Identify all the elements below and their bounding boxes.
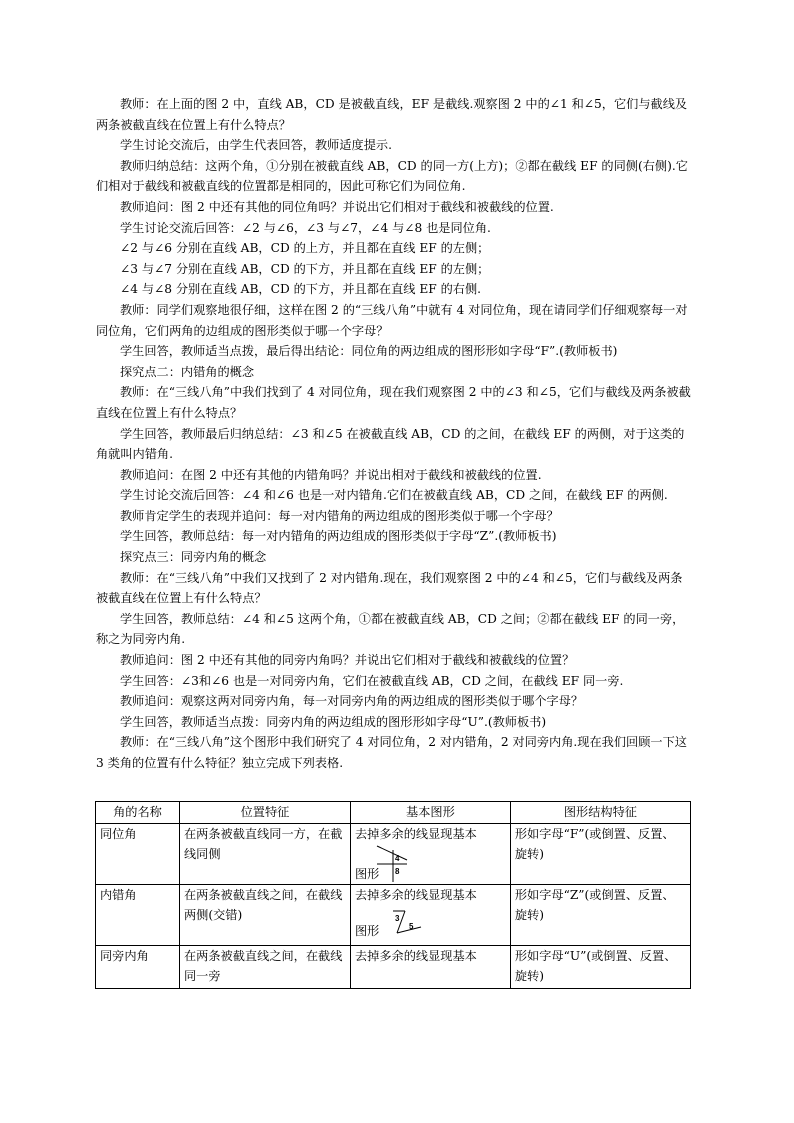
structure-cell: 形如字母“F”(或倒置、反置、旋转) — [510, 823, 690, 884]
angle-label: 4 — [394, 854, 400, 864]
structure-cell: 形如字母“Z”(或倒置、反置、旋转) — [510, 884, 690, 945]
table-header-row — [96, 802, 691, 824]
header-cell: 图形结构特征 — [510, 802, 690, 824]
paragraph: 学生回答，教师最后归纳总结：∠3 和∠5 在被截直线 AB，CD 的之间，在截线 EF 的两侧，对于这类的角就叫内错角. — [96, 426, 685, 462]
header-cell: 角的名称 — [96, 802, 180, 824]
header-cell: 位置特征 — [179, 802, 350, 824]
figure-caption: 图形 — [354, 867, 380, 882]
paragraph: 学生回答，教师适当点拨：同旁内角的两边组成的图形形如字母“U”.(教师板书) — [120, 714, 547, 729]
paragraph: ∠2 与∠6 分别在直线 AB，CD 的上方，并且都在直线 EF 的左侧； — [120, 241, 490, 256]
figure-text: 去掉多余的线显现基本 — [354, 887, 477, 902]
table-row — [96, 884, 691, 945]
paragraph: 教师归纳总结：这两个角，①分别在被截直线 AB，CD 的同一方(上方)；②都在截线 EF 的同侧(右侧).它们相对于截线和被截直线的位置都是相同的，因此可称它们为同位角. — [96, 158, 688, 194]
angle-summary-table — [95, 801, 691, 989]
position-cell: 在两条被截直线同一方，在截线同侧 — [179, 823, 350, 884]
paragraph: 学生讨论交流后回答：∠4 和∠6 也是一对内错角.它们在被截直线 AB，CD 之间，在截线 EF 的两侧. — [120, 488, 668, 503]
paragraph: 教师：同学们观察地很仔细，这样在图 2 的“三线八角”中就有 4 对同位角，现在请同学们仔细观察每一对同位角，它们两角的边组成的图形类似于哪一个字母？ — [96, 302, 688, 338]
paragraph: 教师：在“三线八角”中我们找到了 4 对同位角，现在我们观察图 2 中的∠3 和∠5，它们与截线及两条被截直线在位置上有什么特点？ — [96, 385, 691, 420]
paragraph: 学生回答，教师总结：每一对内错角的两边组成的图形类似于字母“Z”.(教师板书) — [120, 529, 557, 544]
paragraph: 教师：在“三线八角”这个图形中我们研究了 4 对同位角，2 对内错角，2 对同旁内角.现在我们回顾一下这 3 类角的位置有什么特征？独立完成下列表格. — [96, 735, 687, 770]
document-body — [96, 94, 692, 774]
figure-cell — [350, 945, 510, 988]
paragraph: 教师追问：观察这两对同旁内角，每一对同旁内角的两边组成的图形类似于哪个字母？ — [120, 694, 584, 709]
angle-name-cell: 同位角 — [96, 823, 180, 884]
position-cell: 在两条被截直线之间，在截线同一旁 — [179, 945, 350, 988]
position-cell: 在两条被截直线之间，在截线两侧(交错) — [179, 884, 350, 945]
header-cell: 基本图形 — [350, 802, 510, 824]
table-row — [96, 945, 691, 988]
angle-label: 8 — [394, 867, 400, 877]
angle-label: 5 — [408, 922, 414, 932]
paragraph: 教师追问：图 2 中还有其他的同旁内角吗？并说出它们相对于截线和被截线的位置？ — [120, 653, 575, 668]
section-heading: 探究点三：同旁内角的概念 — [120, 550, 267, 565]
paragraph: 教师：在上面的图 2 中，直线 AB，CD 是被截直线，EF 是截线.观察图 2 中的∠1 和∠5，它们与截线及两条被截直线在位置上有什么特点？ — [96, 97, 688, 132]
figure-text: 去掉多余的线显现基本 — [354, 948, 477, 963]
structure-cell: 形如字母“U”(或倒置、反置、旋转) — [510, 945, 690, 988]
paragraph: 教师：在“三线八角”中我们又找到了 2 对内错角.现在，我们观察图 2 中的∠4 和∠5，它们与截线及两条被截直线在位置上有什么特点？ — [96, 570, 683, 606]
paragraph: 教师追问：图 2 中还有其他的同位角吗？并说出它们相对于截线和被截线的位置. — [120, 199, 554, 214]
figure-text: 去掉多余的线显现基本 — [354, 826, 477, 841]
paragraph: 学生讨论交流后回答：∠2 与∠6，∠3 与∠7，∠4 与∠8 也是同位角. — [120, 220, 491, 235]
paragraph: 学生讨论交流后，由学生代表回答，教师适度提示. — [120, 138, 392, 153]
paragraph: 学生回答，教师适当点拨，最后得出结论：同位角的两边组成的图形形如字母“F”.(教师板书) — [120, 344, 618, 359]
angle-label: 3 — [394, 914, 400, 924]
paragraph: 学生回答：∠3和∠6 也是一对同旁内角，它们在被截直线 AB，CD 之间，在截线 EF 同一旁. — [120, 673, 624, 688]
angle-name-cell: 同旁内角 — [96, 945, 180, 988]
paragraph: ∠4 与∠8 分别在直线 AB，CD 的下方，并且都在直线 EF 的右侧. — [120, 282, 482, 297]
angle-name-cell: 内错角 — [96, 884, 180, 945]
figure-caption: 图形 — [354, 924, 380, 939]
section-heading: 探究点二：内错角的概念 — [120, 364, 255, 379]
paragraph: 学生回答，教师总结：∠4 和∠5 这两个角，①都在被截直线 AB，CD 之间；②都在截线 EF 的同一旁，称之为同旁内角. — [96, 611, 685, 647]
paragraph: ∠3 与∠7 分别在直线 AB，CD 的下方，并且都在直线 EF 的左侧； — [120, 261, 490, 276]
figure-cell — [350, 884, 510, 945]
alternate-angle-figure — [355, 905, 505, 941]
table-row — [96, 823, 691, 884]
paragraph: 教师肯定学生的表现并追问：每一对内错角的两边组成的图形类似于哪一个字母？ — [120, 508, 559, 523]
corresponding-angle-figure — [355, 844, 505, 882]
paragraph: 教师追问：在图 2 中还有其他的内错角吗？并说出相对于截线和被截线的位置. — [120, 467, 542, 482]
figure-cell — [350, 823, 510, 884]
